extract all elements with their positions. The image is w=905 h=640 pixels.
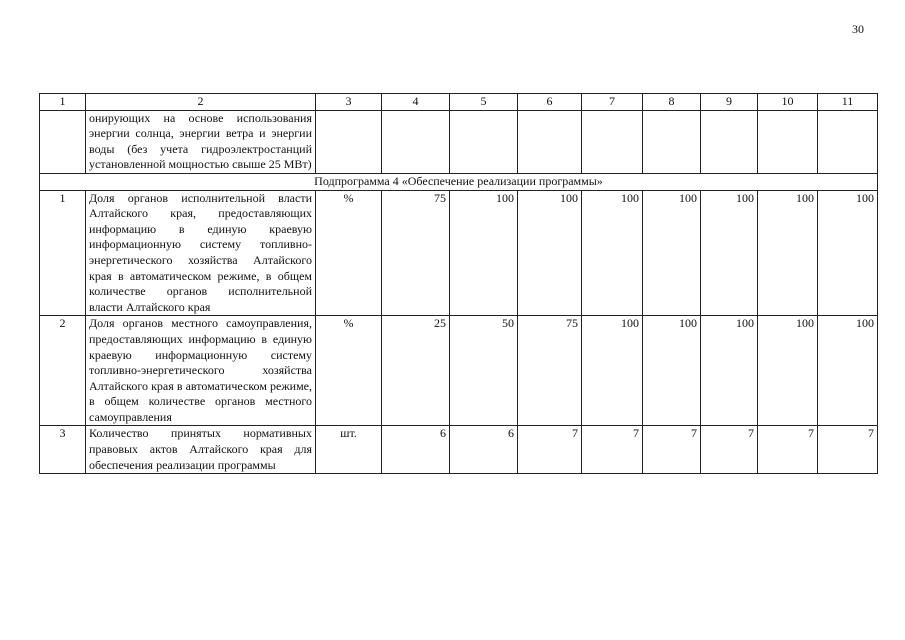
unit-cell: % — [316, 190, 382, 316]
value-cell: 7 — [582, 426, 643, 474]
row-number: 1 — [40, 190, 86, 316]
value-cell: 6 — [450, 426, 518, 474]
column-number: 6 — [518, 94, 582, 111]
value-cell: 100 — [818, 190, 878, 316]
row-number: 2 — [40, 316, 86, 426]
value-cell — [701, 110, 758, 173]
indicator-description: Доля органов местного самоуправления, предоставляющих информацию в единую краевую информационную систему топливно-энергетического хозяйства Алтайского края в автоматическом режиме, в общем количестве органов местного самоуправления — [86, 316, 316, 426]
column-number: 1 — [40, 94, 86, 111]
column-number-row — [40, 94, 878, 111]
indicator-description: Доля органов исполнительной власти Алтайского края, предоставляющих информацию в единую краевую информационную систему топливно-энергетического хозяйства Алтайского края в автоматическом режиме, в общем количестве органов исполнительной власти Алтайского края — [86, 190, 316, 316]
value-cell: 100 — [582, 190, 643, 316]
value-cell: 100 — [582, 316, 643, 426]
value-cell — [382, 110, 450, 173]
unit-cell — [316, 110, 382, 173]
value-cell: 100 — [643, 190, 701, 316]
value-cell: 100 — [758, 316, 818, 426]
value-cell: 100 — [701, 316, 758, 426]
row-number: 3 — [40, 426, 86, 474]
column-number: 10 — [758, 94, 818, 111]
value-cell — [450, 110, 518, 173]
column-number: 8 — [643, 94, 701, 111]
column-number: 4 — [382, 94, 450, 111]
indicators-table — [39, 93, 878, 474]
value-cell: 7 — [758, 426, 818, 474]
value-cell: 50 — [450, 316, 518, 426]
value-cell: 6 — [382, 426, 450, 474]
table-row — [40, 426, 878, 474]
value-cell — [818, 110, 878, 173]
value-cell: 7 — [518, 426, 582, 474]
indicator-description: онирующих на основе использования энергии солнца, энергии ветра и энергии воды (без учета гидроэлектростанций установленной мощностью свыше 25 МВт) — [86, 110, 316, 173]
table-row — [40, 190, 878, 316]
value-cell: 100 — [758, 190, 818, 316]
column-number: 3 — [316, 94, 382, 111]
value-cell — [758, 110, 818, 173]
value-cell — [518, 110, 582, 173]
value-cell — [643, 110, 701, 173]
value-cell: 100 — [450, 190, 518, 316]
column-number: 2 — [86, 94, 316, 111]
table-row-continuation — [40, 110, 878, 173]
value-cell: 7 — [818, 426, 878, 474]
value-cell: 100 — [643, 316, 701, 426]
value-cell: 75 — [518, 316, 582, 426]
unit-cell: % — [316, 316, 382, 426]
value-cell: 100 — [518, 190, 582, 316]
value-cell: 100 — [818, 316, 878, 426]
column-number: 11 — [818, 94, 878, 111]
row-number — [40, 110, 86, 173]
value-cell — [582, 110, 643, 173]
column-number: 9 — [701, 94, 758, 111]
column-number: 7 — [582, 94, 643, 111]
page-number: 30 — [852, 22, 864, 36]
table-row — [40, 316, 878, 426]
section-header-row — [40, 173, 878, 190]
value-cell: 100 — [701, 190, 758, 316]
section-title: Подпрограмма 4 «Обеспечение реализации программы» — [40, 173, 878, 190]
unit-cell: шт. — [316, 426, 382, 474]
value-cell: 25 — [382, 316, 450, 426]
indicator-description: Количество принятых нормативных правовых актов Алтайского края для обеспечения реализации программы — [86, 426, 316, 474]
value-cell: 75 — [382, 190, 450, 316]
column-number: 5 — [450, 94, 518, 111]
value-cell: 7 — [643, 426, 701, 474]
value-cell: 7 — [701, 426, 758, 474]
